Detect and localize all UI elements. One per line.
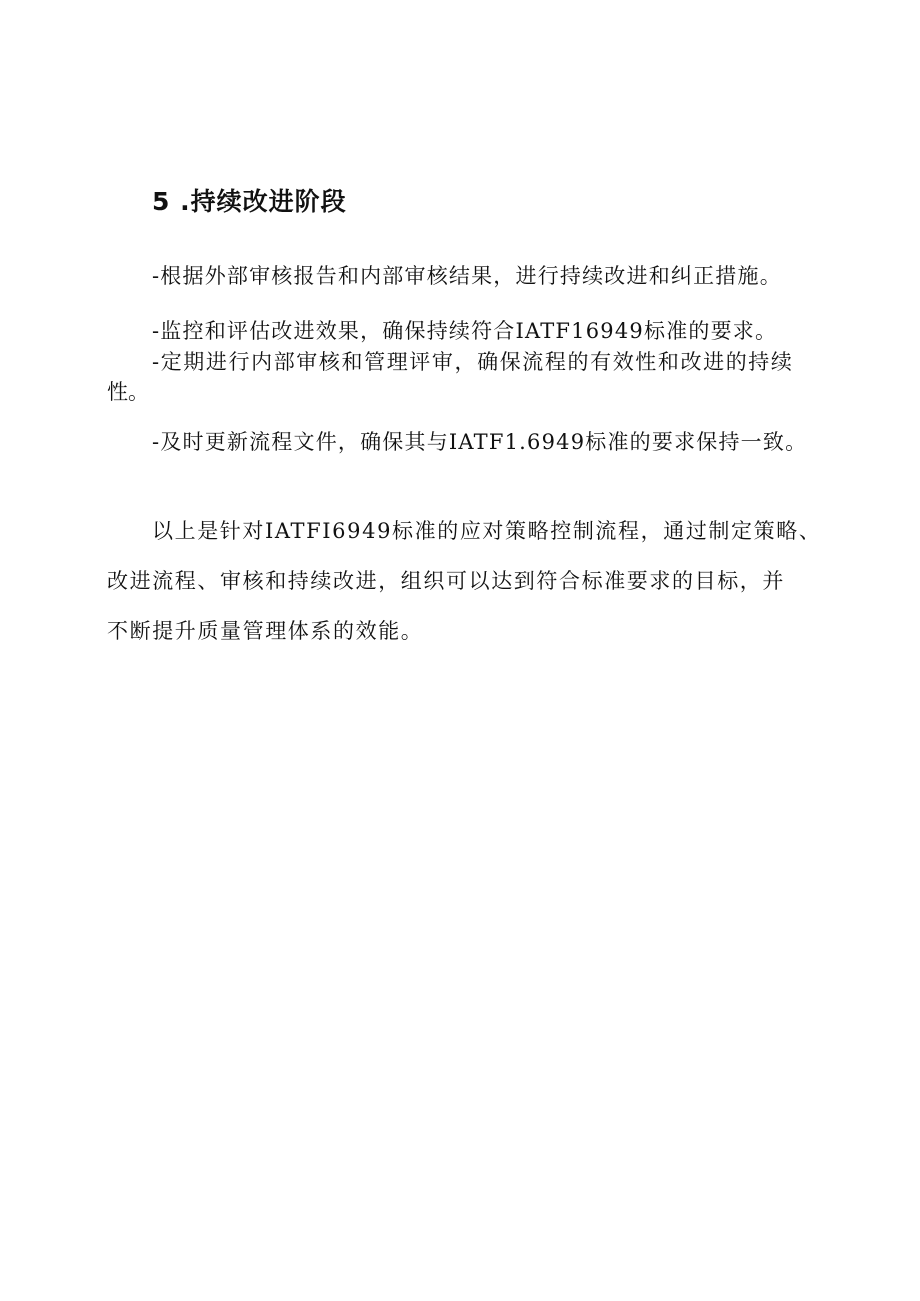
section-heading: 5 .持续改进阶段 [152,187,347,216]
bullet-item: -根据外部审核报告和内部审核结果，进行持续改进和纠正措施。 [152,264,782,288]
summary-line: 改进流程、审核和持续改进，组织可以达到符合标准要求的目标，并 [107,569,785,593]
summary-line: 不断提升质量管理体系的效能。 [107,619,424,643]
bullet-item: -定期进行内部审核和管理评审，确保流程的有效性和改进的持续 [152,350,794,374]
summary-line: 以上是针对IATFI6949标准的应对策略控制流程，通过制定策略、 [152,519,822,543]
bullet-item: -监控和评估改进效果，确保持续符合IATF16949标准的要求。 [152,319,778,343]
bullet-item: -及时更新流程文件，确保其与IATF1.6949标准的要求保持一致。 [152,430,808,454]
bullet-item-continuation: 性。 [107,380,149,404]
